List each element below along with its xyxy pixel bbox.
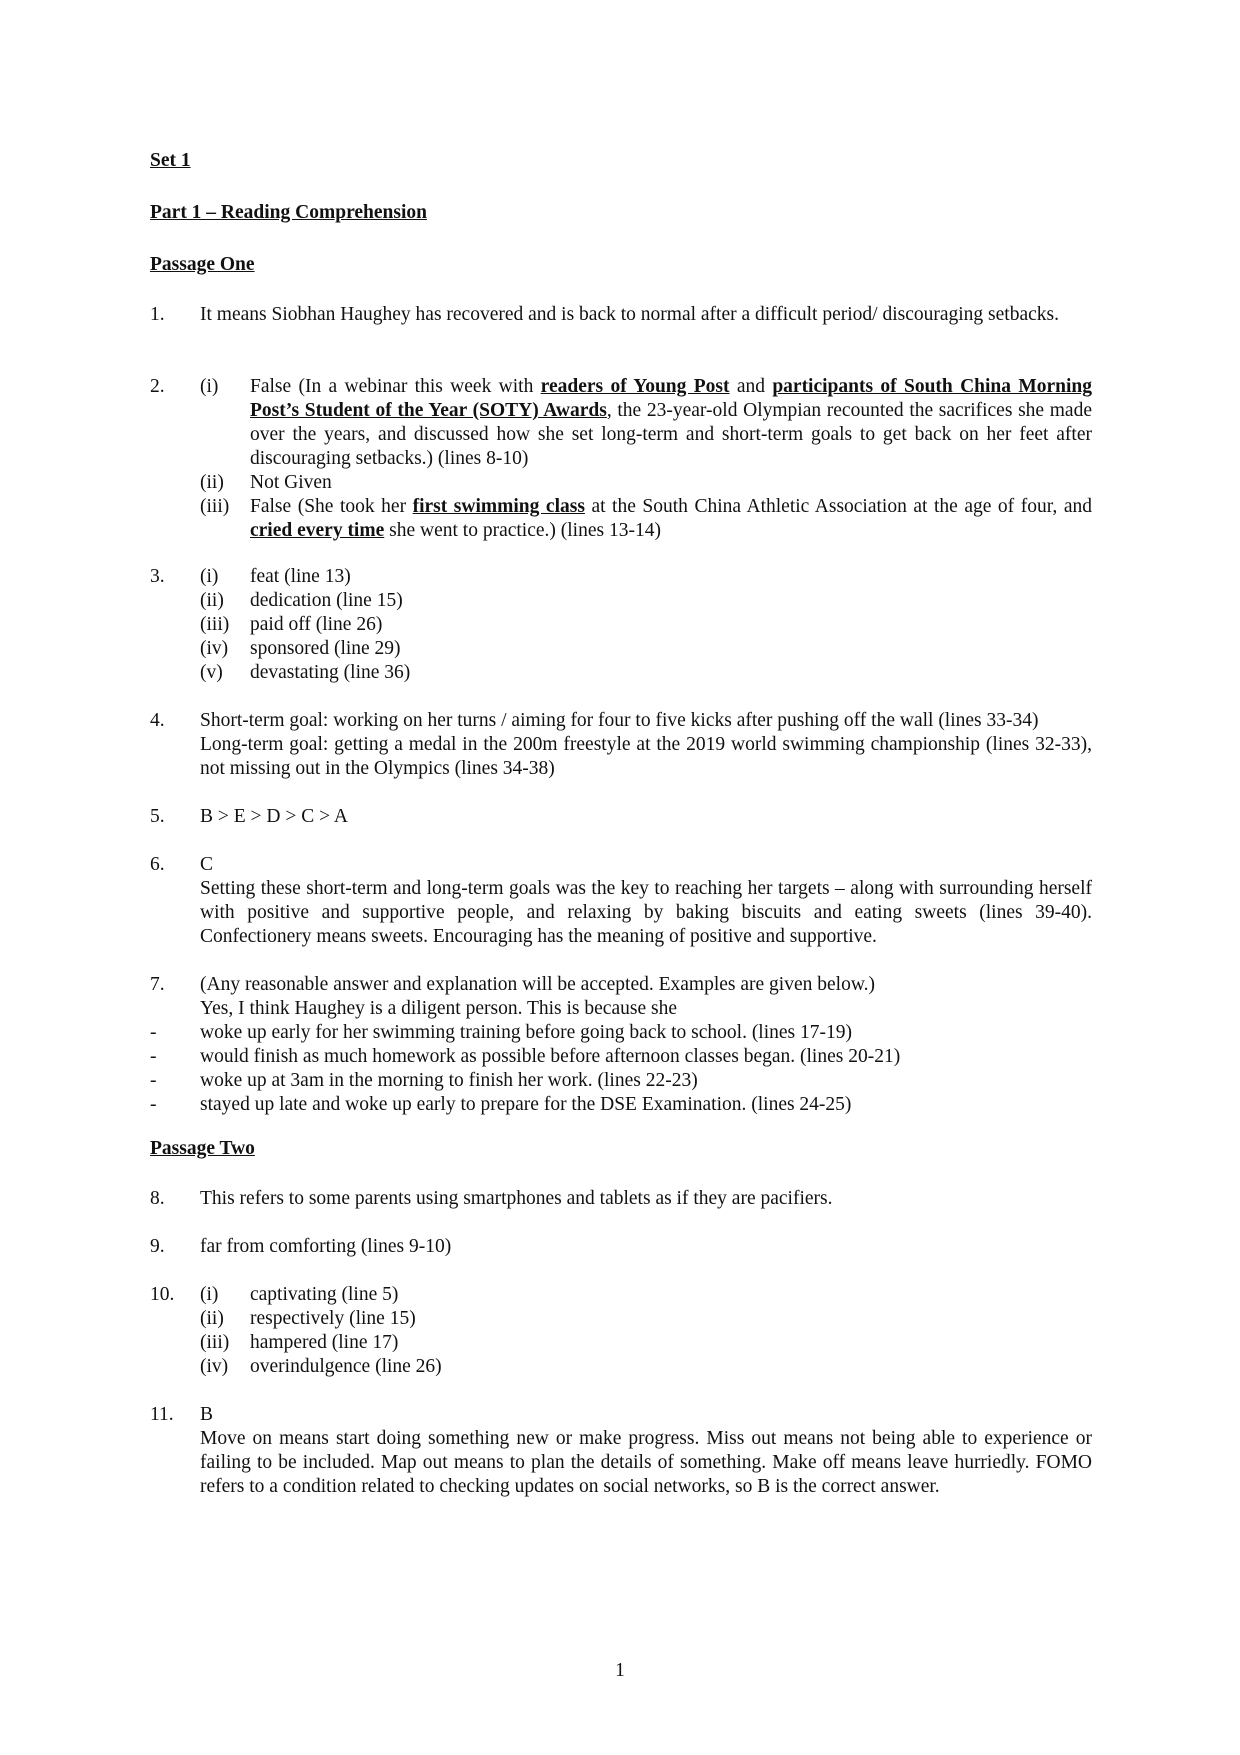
long-term-goal: Long-term goal: getting a medal in the 200m freestyle at the 2019 world swimming championship (lines 32-33), not missing out in the Olympics (lines 34-38) [200, 734, 1092, 779]
bullet-dash: - [150, 1070, 157, 1091]
answer-intro: Yes, I think Haughey is a diligent person. This is because she [200, 998, 677, 1019]
bullet-dash: - [150, 1046, 157, 1067]
underlined-phrase: participants of South China Morning Post’s Student of the Year (SOTY) Awards [250, 376, 1093, 421]
roman-numeral: (i) [200, 566, 219, 587]
question-number: 5. [150, 806, 165, 827]
roman-numeral: (ii) [200, 472, 224, 493]
question-number: 11. [150, 1404, 174, 1425]
question-number: 3. [150, 566, 165, 587]
text: sponsored (line 29) [250, 638, 401, 659]
part-heading: Part 1 – Reading Comprehension [150, 202, 427, 223]
roman-numeral: (ii) [200, 590, 224, 611]
answer-letter: B [200, 1404, 214, 1425]
note: (Any reasonable answer and explanation will be accepted. Examples are given below.) [200, 974, 876, 995]
roman-numeral: (iv) [200, 638, 229, 659]
list-item [200, 589, 1092, 613]
list-item [200, 1283, 1092, 1307]
roman-numeral: (i) [200, 1284, 219, 1305]
text: hampered (line 17) [250, 1332, 399, 1353]
list-item [200, 637, 1092, 661]
roman-numeral: (iii) [200, 496, 230, 517]
text: , the 23-year-old Olympian recounted the sacrifices she made over the years, and discussed how she set long-term and short-term goals to get back on her feet after discouraging setbacks.) (lines 8-10) [250, 400, 1092, 469]
list-item [200, 1307, 1092, 1331]
roman-numeral: (iii) [200, 1332, 230, 1353]
text: captivating (line 5) [250, 1284, 399, 1305]
passage-two-heading: Passage Two [150, 1138, 255, 1159]
text: devastating (line 36) [250, 662, 411, 683]
list-item [200, 565, 1092, 589]
underlined-phrase: readers of Young Post [540, 376, 730, 397]
text: paid off (line 26) [250, 614, 383, 635]
roman-numeral: (i) [200, 376, 219, 397]
text: respectively (line 15) [250, 1308, 416, 1329]
answer-letter: C [200, 854, 214, 875]
underlined-phrase: first swimming class [412, 496, 585, 517]
text: feat (line 13) [250, 566, 351, 587]
bullet-dash: - [150, 1022, 157, 1043]
answer-body [150, 973, 1092, 1117]
sub-answer-ii [200, 471, 1092, 495]
answer-text: It means Siobhan Haughey has recovered and is back to normal after a difficult period/ discouraging setbacks. [200, 304, 1059, 325]
question-number: 2. [150, 376, 165, 397]
roman-numeral: (iv) [200, 1356, 229, 1377]
roman-numeral: (ii) [200, 1308, 224, 1329]
list-item [200, 1355, 1092, 1379]
answer-body [200, 375, 1092, 543]
answer-body [200, 853, 1092, 949]
question-number: 8. [150, 1188, 165, 1209]
text: at the South China Athletic Association at the age of four, and [584, 496, 1092, 517]
list-item [200, 1331, 1092, 1355]
question-number: 9. [150, 1236, 165, 1257]
answer-body [200, 709, 1092, 781]
list-item [150, 1021, 1092, 1045]
question-number: 4. [150, 710, 165, 731]
passage-one-heading: Passage One [150, 254, 255, 275]
question-number: 1. [150, 304, 165, 325]
answer-body [200, 565, 1092, 685]
roman-numeral: (v) [200, 662, 223, 683]
list-item [150, 1069, 1092, 1093]
answer-text: This refers to some parents using smartphones and tablets as if they are pacifiers. [200, 1188, 833, 1209]
text: False (In a webinar this week with [250, 376, 541, 397]
text: would finish as much homework as possible before afternoon classes began. (lines 20-21) [200, 1046, 901, 1067]
list-item [200, 613, 1092, 637]
question-number: 10. [150, 1284, 175, 1305]
list-item [200, 661, 1092, 685]
list-item [150, 1093, 1092, 1117]
answer-text: far from comforting (lines 9-10) [200, 1236, 452, 1257]
bullet-dash: - [150, 1094, 157, 1115]
text: overindulgence (line 26) [250, 1356, 442, 1377]
list-item [150, 1045, 1092, 1069]
sub-answer-i [200, 375, 1092, 471]
page-number: 1 [615, 1660, 625, 1681]
text: and [729, 376, 773, 397]
question-number: 6. [150, 854, 165, 875]
text: she went to practice.) (lines 13-14) [384, 520, 661, 541]
text: dedication (line 15) [250, 590, 403, 611]
text: woke up early for her swimming training before going back to school. (lines 17-19) [200, 1022, 853, 1043]
text: Not Given [250, 472, 332, 493]
explanation: Move on means start doing something new or make progress. Miss out means not being able to experience or failing to be included. Map out means to plan the details of something. Make off means leave hurriedly. FOMO refers to a condition related to checking updates on social networks, so B is the correct answer. [200, 1428, 1092, 1497]
short-term-goal: Short-term goal: working on her turns / aiming for four to five kicks after pushing off the wall (lines 33-34) [200, 710, 1039, 731]
set-heading: Set 1 [150, 150, 191, 171]
text: stayed up late and woke up early to prepare for the DSE Examination. (lines 24-25) [200, 1094, 852, 1115]
sub-answer-iii [200, 495, 1092, 543]
explanation: Setting these short-term and long-term goals was the key to reaching her targets – along with surrounding herself with positive and supportive people, and relaxing by baking biscuits and eating sweets (lines 39-40). Confectionery means sweets. Encouraging has the meaning of positive and supportive. [200, 878, 1092, 947]
text: False (She took her [250, 496, 413, 517]
underlined-phrase: cried every time [250, 520, 385, 541]
roman-numeral: (iii) [200, 614, 230, 635]
text: woke up at 3am in the morning to finish her work. (lines 22-23) [200, 1070, 698, 1091]
answer-text: B > E > D > C > A [200, 806, 349, 827]
answer-body [200, 1283, 1092, 1379]
answer-body [200, 1403, 1092, 1499]
question-number: 7. [150, 974, 165, 995]
